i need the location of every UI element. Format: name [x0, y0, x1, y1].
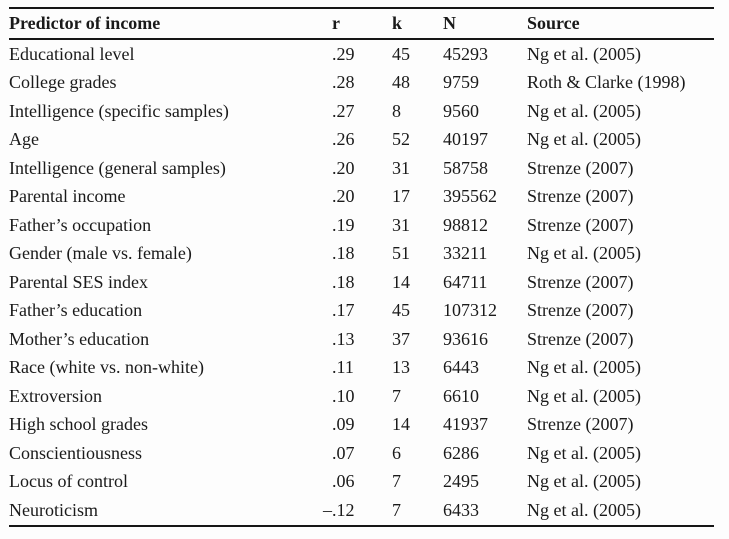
n-cell: 40197	[443, 129, 488, 150]
r-cell: .26	[332, 129, 355, 150]
r-cell: .10	[332, 385, 355, 406]
table-row	[9, 496, 714, 526]
r-cell: .18	[332, 271, 355, 292]
n-cell: 9560	[443, 100, 479, 121]
r-cell: .18	[332, 243, 355, 264]
source-cell: Strenze (2007)	[527, 271, 634, 292]
n-cell: 2495	[443, 471, 479, 492]
predictor-cell: Father’s education	[9, 300, 143, 321]
k-cell: 52	[392, 129, 410, 150]
r-cell: .27	[332, 100, 355, 121]
k-cell: 14	[392, 414, 410, 435]
source-cell: Roth & Clarke (1998)	[527, 72, 686, 93]
source-cell: Ng et al. (2005)	[527, 471, 641, 492]
predictor-cell: Parental SES index	[9, 271, 148, 292]
k-cell: 37	[392, 328, 410, 349]
predictor-cell: Conscientiousness	[9, 442, 142, 463]
n-cell: 98812	[443, 214, 488, 235]
column-header-r: r	[332, 8, 392, 39]
predictor-cell: Age	[9, 129, 39, 150]
table-row	[9, 211, 714, 240]
k-cell: 45	[392, 43, 410, 64]
n-cell: 6610	[443, 385, 479, 406]
r-cell: –.12	[323, 499, 355, 520]
k-cell: 7	[392, 499, 401, 520]
table-row	[9, 97, 714, 126]
table-row	[9, 183, 714, 212]
predictor-cell: Parental income	[9, 186, 126, 207]
source-cell: Strenze (2007)	[527, 414, 634, 435]
table-body	[9, 39, 714, 526]
predictor-cell: Father’s occupation	[9, 214, 152, 235]
predictor-cell: Educational level	[9, 43, 135, 64]
table-row	[9, 240, 714, 269]
k-cell: 31	[392, 214, 410, 235]
k-cell: 17	[392, 186, 410, 207]
n-cell: 395562	[443, 186, 497, 207]
n-cell: 9759	[443, 72, 479, 93]
n-cell: 6443	[443, 357, 479, 378]
source-cell: Strenze (2007)	[527, 157, 634, 178]
column-header-predictor: Predictor of income	[9, 8, 332, 39]
predictor-cell: Neuroticism	[9, 499, 98, 520]
r-cell: .17	[332, 300, 355, 321]
table-row	[9, 325, 714, 354]
table-row	[9, 154, 714, 183]
r-cell: .20	[332, 157, 355, 178]
table-row	[9, 354, 714, 383]
r-cell: .06	[332, 471, 355, 492]
source-cell: Ng et al. (2005)	[527, 243, 641, 264]
n-cell: 41937	[443, 414, 488, 435]
predictor-cell: College grades	[9, 72, 117, 93]
income-predictors-table	[9, 7, 714, 527]
table-row	[9, 297, 714, 326]
source-cell: Ng et al. (2005)	[527, 499, 641, 520]
source-cell: Ng et al. (2005)	[527, 385, 641, 406]
source-cell: Strenze (2007)	[527, 214, 634, 235]
r-cell: .20	[332, 186, 355, 207]
predictor-cell: Locus of control	[9, 471, 128, 492]
n-cell: 107312	[443, 300, 497, 321]
source-cell: Strenze (2007)	[527, 300, 634, 321]
table-row	[9, 382, 714, 411]
n-cell: 64711	[443, 271, 488, 292]
r-cell: .13	[332, 328, 355, 349]
source-cell: Ng et al. (2005)	[527, 442, 641, 463]
k-cell: 31	[392, 157, 410, 178]
n-cell: 58758	[443, 157, 488, 178]
source-cell: Ng et al. (2005)	[527, 129, 641, 150]
k-cell: 8	[392, 100, 401, 121]
n-cell: 45293	[443, 43, 488, 64]
source-cell: Strenze (2007)	[527, 328, 634, 349]
source-cell: Ng et al. (2005)	[527, 43, 641, 64]
source-cell: Ng et al. (2005)	[527, 357, 641, 378]
predictor-cell: Intelligence (general samples)	[9, 157, 226, 178]
k-cell: 14	[392, 271, 410, 292]
n-cell: 6286	[443, 442, 479, 463]
column-header-n: N	[443, 8, 527, 39]
k-cell: 51	[392, 243, 410, 264]
r-cell: .29	[332, 43, 355, 64]
n-cell: 33211	[443, 243, 488, 264]
table-row	[9, 268, 714, 297]
predictor-cell: High school grades	[9, 414, 148, 435]
table-row	[9, 69, 714, 98]
column-header-source: Source	[527, 8, 714, 39]
k-cell: 48	[392, 72, 410, 93]
table-row	[9, 439, 714, 468]
table-row	[9, 411, 714, 440]
r-cell: .28	[332, 72, 355, 93]
column-header-k: k	[392, 8, 443, 39]
predictor-cell: Mother’s education	[9, 328, 150, 349]
k-cell: 7	[392, 385, 401, 406]
table-row	[9, 468, 714, 497]
predictor-cell: Gender (male vs. female)	[9, 243, 192, 264]
table-header	[9, 8, 714, 39]
source-cell: Ng et al. (2005)	[527, 100, 641, 121]
k-cell: 6	[392, 442, 401, 463]
n-cell: 6433	[443, 499, 479, 520]
source-cell: Strenze (2007)	[527, 186, 634, 207]
r-cell: .07	[332, 442, 355, 463]
r-cell: .19	[332, 214, 355, 235]
k-cell: 7	[392, 471, 401, 492]
income-predictors-table-container	[9, 7, 714, 527]
k-cell: 13	[392, 357, 410, 378]
header-row	[9, 8, 714, 39]
predictor-cell: Extroversion	[9, 385, 102, 406]
predictor-cell: Intelligence (specific samples)	[9, 100, 229, 121]
k-cell: 45	[392, 300, 410, 321]
r-cell: .09	[332, 414, 355, 435]
n-cell: 93616	[443, 328, 488, 349]
predictor-cell: Race (white vs. non-white)	[9, 357, 204, 378]
table-row	[9, 39, 714, 69]
table-row	[9, 126, 714, 155]
r-cell: .11	[332, 357, 354, 378]
